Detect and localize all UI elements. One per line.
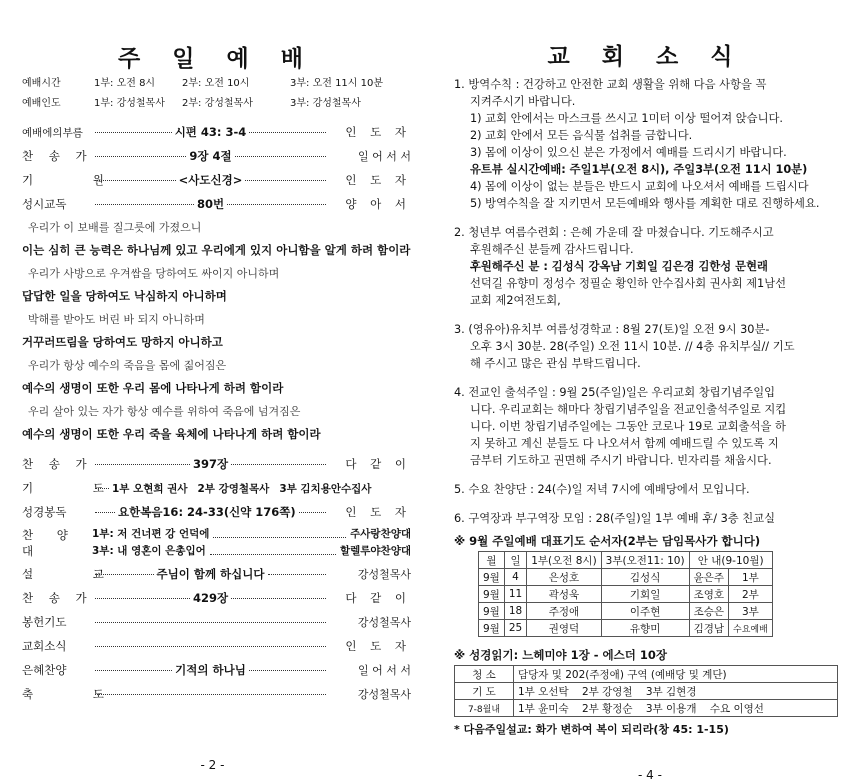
table-cell: 1부: [729, 569, 773, 586]
order-row: [22, 562, 411, 586]
table-cell: 권영덕: [527, 620, 601, 637]
worship-title: 주 일 예 배: [118, 45, 315, 72]
table-cell: 25: [504, 620, 526, 637]
order-label: 성경봉독: [22, 505, 67, 519]
order-item: 397장: [192, 457, 229, 471]
table-cell: 기회일: [601, 586, 689, 603]
news-item: [454, 76, 838, 212]
table-cell: 기 도: [455, 683, 514, 700]
order-leader: 다 같 이: [345, 457, 411, 471]
info-label: 예배시간: [22, 78, 61, 89]
order-label: 성시교독: [22, 197, 67, 211]
table-cell: 조영호: [689, 586, 728, 603]
news-heading: 6. 구역장과 부구역장 모임 : 28(주일)일 1부 예배 후/ 3층 친교실: [454, 512, 776, 525]
table-cell: 9월: [479, 603, 505, 620]
news-line: 4) 몸에 이상이 없는 분들은 반드시 교회에 나오셔서 예배를 드립시다: [470, 180, 809, 193]
info-value: 1부: 강성철목사: [94, 98, 165, 109]
table-cell: 청 소: [455, 666, 514, 683]
choir-row: [22, 524, 411, 562]
right-page: [440, 0, 860, 784]
news-line: 5) 방역수칙을 잘 지키면서 모든예배와 행사를 계획한 대로 진행하세요.: [470, 197, 820, 210]
order-label: 찬 송 가: [22, 457, 93, 471]
order-leader: 양 아 서: [345, 197, 411, 211]
table-header: 일: [504, 552, 526, 569]
order-leader: 인 도 자: [345, 639, 411, 653]
news-line: 교회 제2여전도회,: [470, 294, 561, 307]
news-list: [454, 76, 838, 527]
order-label: 은혜찬양: [22, 663, 67, 677]
order-row: [22, 192, 411, 216]
order-label: 교회소식: [22, 639, 67, 653]
order-leader: 인 도 자: [345, 173, 411, 187]
news-line: 지켜주시기 바랍니다.: [470, 95, 576, 108]
order-row: [22, 144, 411, 168]
news-line: 오후 3시 30분. 28(주일) 오전 11시 10분. // 4층 유치부실// 기도: [470, 340, 795, 353]
order-label: 설 교: [22, 567, 132, 581]
news-line: 지 못하고 계신 분들도 다 나오셔서 함께 예배드릴 수 있도록 지: [470, 437, 779, 450]
order-label: 예배에의부름: [22, 126, 83, 139]
news-line: 해 주시고 많은 관심 부탁드립니다.: [470, 357, 641, 370]
reading-title: ※ 성경읽기: 느헤미야 1장 - 에스더 10장: [454, 648, 667, 662]
verse-response: 이는 심히 큰 능력은 하나님께 있고 우리에게 있지 아니함을 알게 하려 함이라: [22, 243, 411, 257]
order-row: [22, 610, 411, 634]
verse-response: 거꾸러뜨림을 당하여도 망하지 아니하고: [22, 335, 223, 349]
prayer-leader: 3부 김치용안수집사: [279, 482, 372, 495]
choir-song: 3부: 내 영혼이 은총입어: [92, 545, 206, 557]
table-cell: 11: [504, 586, 526, 603]
table-cell: 1부 윤미숙 2부 황정순 3부 이용개 수요 이영선: [514, 700, 838, 717]
info-value: 3부: 오전 11시 10분: [290, 78, 384, 89]
order-label: 기 도: [22, 481, 132, 495]
table-cell: 조승은: [689, 603, 728, 620]
news-line: 금부터 기도하고 권면해 주시기 바랍니다. 빈자리를 채웁시다.: [470, 454, 772, 467]
worship-info: [22, 74, 411, 114]
news-line: 2) 교회 안에서 모든 음식물 섭취를 금합니다.: [470, 129, 693, 142]
table-row: [479, 569, 773, 586]
verse-lead: 우리가 사방으로 우겨쌈을 당하여도 싸이지 아니하며: [28, 267, 280, 280]
news-line: 니다. 이번 창립기념주일에는 그동안 코로나 19로 교회출석을 하: [470, 420, 786, 433]
table-cell: 1부 오선탁 2부 강영철 3부 김현경: [514, 683, 838, 700]
verse-response: 예수의 생명이 또한 우리 죽을 육체에 나타나게 하려 함이라: [22, 427, 321, 441]
verse-lead: 박해를 받아도 버린 바 되지 아니하며: [28, 313, 205, 326]
table-cell: 4: [504, 569, 526, 586]
news-line: 선덕길 유향미 정성수 정필순 황인하 안수집사회 권사회 제1남선: [470, 277, 787, 290]
prayer-leader: 2부 강영철목사: [197, 482, 270, 495]
table-cell: 18: [504, 603, 526, 620]
order-row: [22, 168, 411, 192]
info-value: 3부: 강성철목사: [290, 98, 361, 109]
order-item: 80번: [196, 197, 225, 211]
order-row: [22, 658, 411, 682]
news-item: [454, 384, 838, 469]
page-number: - 4 -: [638, 768, 662, 782]
table-cell: 이주현: [601, 603, 689, 620]
news-item: [454, 481, 838, 498]
news-heading: 1. 방역수칙 : 건강하고 안전한 교회 생활을 위해 다음 사항을 꼭: [454, 78, 767, 91]
order-leader: 강성철목사: [357, 616, 411, 629]
duty-table: [454, 665, 838, 717]
left-page: [0, 0, 425, 784]
table-cell: 수요예배: [729, 620, 773, 637]
verse-lead: 우리 살아 있는 자가 항상 예수를 위하여 죽음에 넘겨짐은: [28, 405, 301, 418]
info-value: 2부: 오전 10시: [182, 78, 250, 89]
table-cell: 9월: [479, 586, 505, 603]
table-row: [455, 666, 838, 683]
order-leader: 다 같 이: [345, 591, 411, 605]
table-header: 안 내(9-10월): [689, 552, 772, 569]
table-row: [455, 683, 838, 700]
news-line: 니다. 우리교회는 해마다 창립기념주일을 전교인출석주일로 지킵: [470, 403, 787, 416]
choir-name: 할렐루야찬양대: [339, 545, 411, 557]
order-leader: 일 어 서 서: [358, 664, 412, 677]
table-cell: 2부: [729, 586, 773, 603]
prayer-schedule-table: [478, 551, 773, 637]
table-cell: 9월: [479, 569, 505, 586]
order-row: [22, 634, 411, 658]
table-row: [479, 586, 773, 603]
verse-response: 예수의 생명이 또한 우리 몸에 나타나게 하려 함이라: [22, 381, 284, 395]
verse-response: 답답한 일을 당하여도 낙심하지 아니하며: [22, 289, 227, 303]
order-of-worship: [22, 120, 411, 706]
news-line: 후원해주신 분들께 감사드립니다.: [470, 243, 634, 256]
news-line: 유트뷰 실시간예배: 주일1부(오전 8시), 주일3부(오전 11시 10분): [470, 163, 808, 176]
order-label: 찬 송 가: [22, 149, 93, 163]
table-header: 1부(오전 8시): [527, 552, 601, 569]
news-item: [454, 224, 838, 309]
order-item: 주님이 함께 하십니다: [156, 567, 265, 581]
order-row: [22, 586, 411, 610]
order-label: 축 도: [22, 687, 132, 701]
news-heading: 3. (영유아)유치부 여름성경학교 : 8월 27(토)일 오전 9시 30분-: [454, 323, 770, 336]
order-row: [22, 120, 411, 144]
news-item: [454, 510, 838, 527]
choir-name: 주사랑찬양대: [350, 528, 411, 540]
order-leader: 강성철목사: [357, 568, 411, 581]
news-heading: 2. 청년부 여름수련회 : 은혜 가운데 잘 마쳤습니다. 기도해주시고: [454, 226, 774, 239]
table-cell: 김경남: [689, 620, 728, 637]
next-sermon: * 다음주일설교: 화가 변하여 복이 되리라(창 45: 1-15): [454, 723, 729, 736]
info-value: 1부: 오전 8시: [94, 78, 156, 89]
order-item: <사도신경>: [178, 173, 243, 187]
info-value: 2부: 강성철목사: [182, 98, 253, 109]
news-line: 후원해주신 분 : 김성식 강옥남 기회일 김은경 김한성 문현래: [470, 260, 768, 273]
table-row: [479, 620, 773, 637]
order-leader: 강성철목사: [357, 688, 411, 701]
table-cell: 은성호: [527, 569, 601, 586]
table-cell: 윤은주: [689, 569, 728, 586]
order-leader: 인 도 자: [345, 505, 411, 519]
info-label: 예배인도: [22, 98, 61, 109]
news-title: 교 회 소 식: [547, 43, 745, 70]
order-item: 시편 43: 3-4: [174, 125, 247, 139]
news-item: [454, 321, 838, 372]
order-leader: 인 도 자: [345, 125, 412, 139]
table-cell: 3부: [729, 603, 773, 620]
verse-lead: 우리가 이 보배를 질그릇에 가졌으니: [28, 221, 202, 234]
order-leader: 일 어 서 서: [358, 150, 412, 163]
table-cell: 담당자 및 202(주정애) 구역 (예배당 및 계단): [514, 666, 838, 683]
order-item: 기적의 하나님: [175, 663, 246, 677]
order-row: [22, 682, 411, 706]
order-item: 요한복음16: 24-33(신약 176쪽): [118, 505, 296, 519]
news-heading: 5. 수요 찬양단 : 24(수)일 저녁 7시에 예배당에서 모입니다.: [454, 483, 750, 496]
order-label: 기 원: [22, 173, 132, 187]
order-row: [22, 452, 411, 476]
prayer-row: [22, 476, 411, 500]
choir-song: 1부: 저 건너편 강 언덕에: [92, 528, 210, 540]
table-cell: 김성식: [601, 569, 689, 586]
prayer-leader: 1부 오현희 권사: [112, 482, 188, 495]
page-number: - 2 -: [200, 758, 225, 772]
table-cell: 곽성욱: [527, 586, 601, 603]
table-cell: 주정애: [527, 603, 601, 620]
table-header: 3부(오전11: 10): [601, 552, 689, 569]
table-cell: 9월: [479, 620, 505, 637]
table-row: [479, 603, 773, 620]
order-label: 찬 양 대: [22, 528, 78, 558]
order-row: [22, 500, 411, 524]
order-item: 429장: [192, 591, 229, 605]
order-label: 봉헌기도: [22, 615, 67, 629]
verse-lead: 우리가 항상 예수의 죽음을 몸에 짊어짐은: [28, 359, 227, 372]
order-label: 찬 송 가: [22, 591, 93, 605]
table-cell: 유향미: [601, 620, 689, 637]
table-cell: 7-8월내: [455, 700, 514, 717]
order-item: 9장 4절: [189, 149, 232, 163]
schedule-title: ※ 9월 주일예배 대표기도 순서자(2부는 담임목사가 합니다): [454, 534, 761, 548]
table-header: 월: [479, 552, 505, 569]
table-row: [455, 700, 838, 717]
news-line: 3) 몸에 이상이 있으신 분은 가정에서 예배를 드리시기 바랍니다.: [470, 146, 787, 159]
news-line: 1) 교회 안에서는 마스크를 쓰시고 1미터 이상 떨어져 앉습니다.: [470, 112, 784, 125]
news-heading: 4. 전교인 출석주일 : 9월 25(주일)일은 우리교회 창립기념주일입: [454, 386, 776, 399]
